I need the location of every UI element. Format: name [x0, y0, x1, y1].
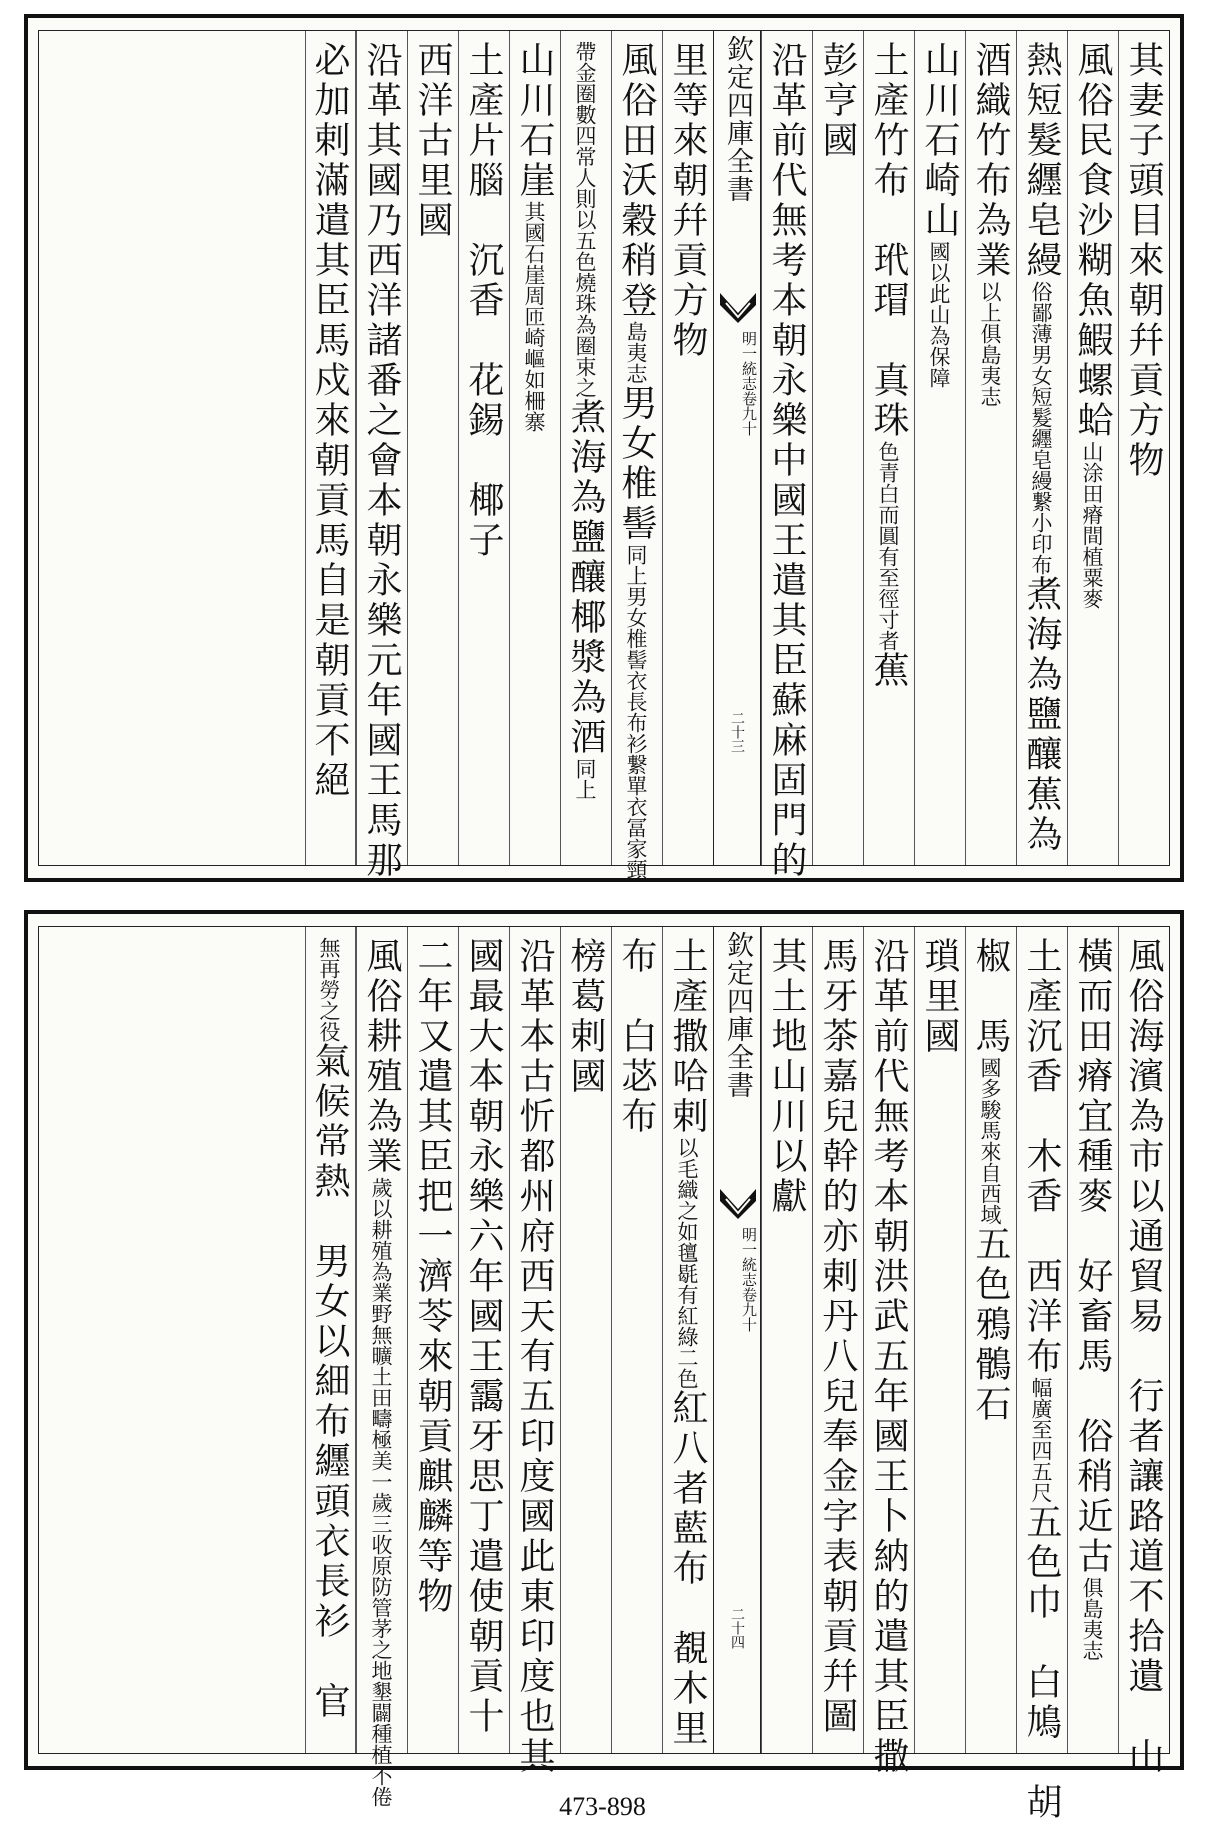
column-text	[612, 41, 662, 880]
text-column	[407, 31, 458, 865]
source-name: 明一統志	[740, 331, 758, 391]
text-column	[305, 31, 356, 865]
main-text: 五色鴉鶻石	[970, 1225, 1011, 1425]
interlinear-note: 幅廣至四五尺	[1029, 1377, 1053, 1503]
main-text: 山川石崖	[514, 41, 555, 201]
fish-tail-mark-icon	[718, 1185, 758, 1221]
text-column	[458, 927, 509, 1753]
center-margin	[713, 31, 761, 865]
column-text	[762, 41, 812, 881]
interlinear-note: 同上男女椎髻衣長布衫繋單衣冨家頸	[624, 544, 648, 880]
main-text: 橫而田瘠宜種麥 好畜馬 俗稍近古	[1072, 937, 1113, 1577]
main-text: 其妻子頭目來朝幷貢方物	[1123, 41, 1164, 481]
volume-number: 卷九十	[740, 391, 758, 436]
text-column	[1016, 31, 1067, 865]
main-text: 椒 馬	[970, 937, 1011, 1057]
column-text	[1119, 41, 1169, 481]
text-column	[761, 31, 812, 881]
main-text: 山川石崎山	[919, 41, 960, 241]
main-text: 彭亨國	[817, 41, 858, 161]
main-text: 煮海為鹽釀椰漿為酒	[565, 398, 606, 758]
main-text: 榜葛剌國	[565, 937, 606, 1097]
text-column	[1067, 927, 1118, 1753]
text-column	[560, 927, 611, 1753]
column-text	[813, 937, 863, 1737]
interlinear-note: 以上俱島夷志	[978, 281, 1002, 407]
interlinear-note: 色青白而圓有至徑寸者	[876, 441, 900, 651]
main-text: 布 白苾布	[616, 937, 657, 1137]
column-text	[306, 41, 355, 801]
column-text	[915, 41, 965, 388]
interlinear-note: 山涂田瘠間植粟麥	[1080, 441, 1104, 609]
column-text	[357, 41, 407, 881]
column-text	[663, 41, 713, 361]
volume-number: 卷九十	[740, 1287, 758, 1332]
main-text: 男女椎髻	[616, 384, 657, 544]
interlinear-note: 歲以耕殖為業野無曠土田疇極美一歲三收原防管茅之地墾闢種植不倦	[369, 1177, 393, 1807]
text-column	[965, 927, 1016, 1753]
column-text	[408, 937, 458, 1617]
text-column	[863, 927, 914, 1777]
book-title: 欽定四庫全書	[722, 35, 753, 203]
text-column	[914, 927, 965, 1753]
text-column	[1067, 31, 1118, 865]
text-column	[560, 31, 611, 865]
text-frame	[38, 30, 1170, 881]
main-text: 蕉	[868, 651, 909, 691]
column-text	[612, 937, 662, 1137]
column-text	[510, 41, 560, 432]
column-text	[813, 41, 863, 161]
main-text: 國最大本朝永樂六年國王靄牙思丁遣使朝貢十	[463, 937, 504, 1737]
text-column	[863, 31, 914, 865]
interlinear-note: 無再勞之役	[317, 937, 341, 1042]
column-text	[864, 937, 914, 1777]
column-text	[1119, 937, 1169, 1777]
column-text	[663, 937, 713, 1749]
source-label	[714, 1227, 760, 1332]
text-column	[509, 927, 560, 1777]
main-text: 西洋古里國	[412, 41, 453, 241]
text-column	[812, 31, 863, 865]
main-text: 氣候常熱 男女以細布纒頭衣長衫 官	[309, 1042, 350, 1722]
interlinear-note: 俗鄙薄男女短髮纒皂縵繋小印布	[1029, 281, 1053, 575]
text-column	[761, 927, 812, 1753]
text-column	[458, 31, 509, 865]
text-column	[965, 31, 1016, 865]
main-text: 必加剌滿遣其臣馬戍來朝貢馬自是朝貢不絕	[309, 41, 350, 801]
source-label	[714, 331, 760, 436]
interlinear-note: 以毛織之如氊毼有紅綠二色	[675, 1137, 699, 1389]
main-text: 馬牙茶嘉兒幹的亦剌丹八兒奉金字表朝貢幷圖	[817, 937, 858, 1737]
main-text: 風俗耕殖為業	[361, 937, 402, 1177]
text-column	[611, 927, 662, 1753]
text-column	[611, 31, 662, 880]
main-text: 沿革前代無考本朝洪武五年國王卜納的遣其臣撒	[868, 937, 909, 1777]
main-text: 酒織竹布為業	[970, 41, 1011, 281]
column-text	[357, 937, 407, 1807]
interlinear-note: 島夷志	[624, 321, 648, 384]
main-text: 土產竹布 玳瑁 真珠	[868, 41, 909, 441]
main-text: 風俗田沃穀稍登	[616, 41, 657, 321]
column-text	[408, 41, 458, 241]
column-text	[459, 41, 509, 561]
column-text	[1017, 41, 1067, 855]
interlinear-note: 俱島夷志	[1080, 1577, 1104, 1661]
main-text: 土產撒哈剌	[667, 937, 708, 1137]
column-text	[561, 937, 611, 1097]
text-column	[662, 927, 713, 1753]
main-text: 風俗海濱為市以通貿易 行者讓路道不拾遺 山	[1123, 937, 1164, 1777]
interlinear-note: 國以此山為保障	[927, 241, 951, 388]
column-text	[1017, 937, 1067, 1823]
main-text: 二年又遣其臣把一濟苓來朝貢麒麟等物	[412, 937, 453, 1617]
text-column	[1016, 927, 1067, 1823]
column-text	[1068, 41, 1118, 609]
column-text	[459, 937, 509, 1737]
column-text	[762, 937, 812, 1217]
column-text	[510, 937, 560, 1777]
book-title: 欽定四庫全書	[722, 931, 753, 1099]
column-text	[915, 937, 965, 1057]
source-name: 明一統志	[740, 1227, 758, 1287]
interlinear-note: 同上	[573, 758, 597, 800]
main-text: 土產片腦 沉香 花錫 椰子	[463, 41, 504, 561]
text-column	[914, 31, 965, 865]
text-column	[305, 927, 356, 1753]
interlinear-note: 帶金圈數四常人則以五色燒珠為圈束之	[573, 41, 597, 398]
main-text: 土產沉香 木香 西洋布	[1021, 937, 1062, 1377]
main-text: 沿革其國乃西洋諸番之會本朝永樂元年國王馬那	[361, 41, 402, 881]
main-text: 煮海為鹽釀蕉為	[1021, 575, 1062, 855]
text-column	[1118, 31, 1169, 865]
main-text: 沿革本古忻都州府西天有五印度國此東印度也其	[514, 937, 555, 1777]
column-text	[966, 937, 1016, 1425]
main-text: 瑣里國	[919, 937, 960, 1057]
upper-page	[24, 14, 1184, 882]
main-text: 紅八者藍布 覩木里	[667, 1389, 708, 1749]
center-margin	[713, 927, 761, 1753]
column-text	[306, 937, 355, 1722]
main-text: 風俗民食沙糊魚鰕螺蛤	[1072, 41, 1113, 441]
text-column	[662, 31, 713, 865]
fish-tail-mark-icon	[718, 289, 758, 325]
main-text: 沿革前代無考本朝永樂中國王遣其臣蘇麻固門的	[766, 41, 807, 881]
catalog-number: 473-898	[559, 1792, 646, 1821]
leaf-number: 二十三	[729, 711, 745, 753]
text-column	[812, 927, 863, 1753]
column-text	[1068, 937, 1118, 1661]
interlinear-note: 國多駿馬來自西域	[978, 1057, 1002, 1225]
interlinear-note: 其國石崖周匝崎嶇如柵寨	[522, 201, 546, 432]
text-column	[356, 31, 407, 881]
text-column	[1118, 927, 1169, 1777]
column-text	[864, 41, 914, 691]
main-text: 五色巾 白鳩 胡	[1021, 1503, 1062, 1823]
main-text: 熱短髮纒皂縵	[1021, 41, 1062, 281]
leaf-number: 二十四	[729, 1607, 745, 1649]
main-text: 其土地山川以獻	[766, 937, 807, 1217]
text-column	[407, 927, 458, 1753]
text-column	[356, 927, 407, 1807]
column-text	[561, 41, 611, 800]
main-text: 里等來朝幷貢方物	[667, 41, 708, 361]
column-text	[966, 41, 1016, 407]
text-column	[509, 31, 560, 865]
